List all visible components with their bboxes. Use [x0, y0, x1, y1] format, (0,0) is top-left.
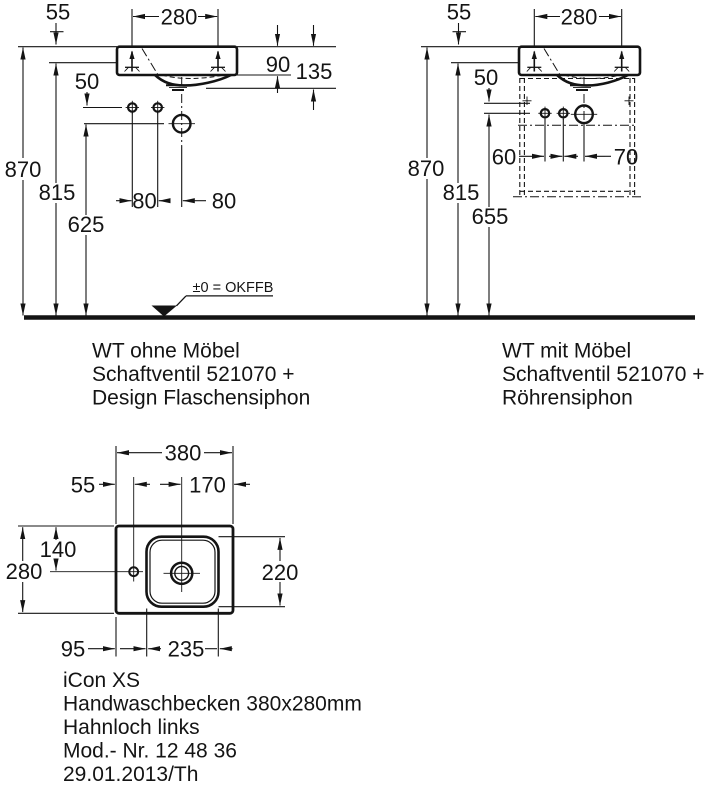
dim-50	[474, 65, 530, 113]
wall-anchor-icon	[125, 51, 140, 72]
dim-label: 95	[60, 636, 86, 662]
dim-label: 55	[45, 0, 71, 25]
dim-label: 60	[491, 144, 517, 170]
dim-label: 380	[164, 440, 202, 466]
caption-without-furniture	[92, 340, 310, 410]
dim-label: 625	[67, 212, 105, 237]
dim-135	[296, 25, 333, 110]
caption-line: Schaftventil 521070 +	[92, 363, 295, 386]
dim-label: 90	[265, 52, 291, 77]
dim-label: 280	[560, 4, 598, 30]
dim-60-70	[492, 119, 638, 169]
front-view-with-furniture	[408, 0, 641, 315]
dim-label: 870	[407, 156, 445, 181]
dim-label: 235	[167, 636, 205, 662]
wall-anchor-icon	[614, 51, 629, 72]
tap-hole-position: Hahnloch links	[63, 716, 200, 739]
model-number: Mod.- Nr. 12 48 36	[63, 739, 237, 763]
dim-label: 280	[160, 4, 198, 30]
dim-label: 140	[39, 537, 77, 562]
plan-view	[6, 441, 299, 662]
dim-label: 80	[211, 188, 237, 214]
front-view-without-furniture	[5, 0, 336, 315]
dim-label: 80	[132, 188, 157, 214]
product-description: Handwaschbecken 380x280mm	[63, 692, 362, 716]
dim-55	[447, 0, 471, 45]
dim-280	[534, 5, 621, 49]
dim-80-80	[116, 112, 236, 214]
caption-line: WT mit Möbel	[502, 339, 632, 363]
dim-815	[443, 64, 480, 316]
dim-50	[75, 69, 164, 124]
dim-label: 50	[74, 69, 100, 94]
level-triangle-icon	[152, 306, 178, 317]
dim-280	[132, 5, 218, 49]
dim-label: 135	[295, 59, 333, 84]
dim-220	[219, 537, 299, 607]
dim-label: 55	[446, 0, 472, 25]
dim-label: 220	[261, 560, 299, 585]
caption-line: Design Flaschensiphon	[92, 386, 311, 410]
fixing-hole-icon	[538, 107, 570, 120]
drain-hole-icon	[571, 106, 597, 124]
dim-label: 815	[38, 180, 76, 205]
caption-line: Röhrensiphon	[502, 386, 633, 410]
dim-label: 50	[473, 65, 499, 90]
title-block	[63, 669, 362, 786]
product-series: iCon XS	[63, 669, 141, 692]
dim-label: 170	[189, 472, 226, 498]
revision-date: 29.01.2013/Th	[63, 763, 199, 786]
caption-line: Schaftventil 521070 +	[502, 363, 705, 386]
caption-line: WT ohne Möbel	[92, 339, 240, 363]
dim-55-170	[71, 472, 250, 497]
level-marker	[152, 280, 274, 317]
cabinet-hidden-outline	[513, 78, 641, 197]
dim-90	[266, 25, 290, 93]
dim-95-235	[61, 609, 233, 662]
wall-anchor-icon	[211, 51, 226, 72]
dim-870	[408, 48, 445, 316]
dim-label: 280	[5, 559, 43, 584]
dim-870	[5, 48, 42, 316]
caption-with-furniture	[502, 340, 705, 410]
dim-label: 655	[471, 204, 509, 229]
dim-label: 815	[442, 180, 480, 205]
dim-label: 870	[4, 157, 42, 182]
wall-anchor-icon	[527, 51, 542, 72]
dim-label: 70	[613, 144, 639, 170]
dim-815	[39, 64, 76, 316]
fixing-hole-icon	[126, 101, 165, 114]
level-label: ±0 = OKFFB	[192, 280, 274, 296]
dim-55	[46, 0, 70, 45]
dim-label: 55	[70, 472, 96, 498]
dim-625	[68, 125, 105, 316]
